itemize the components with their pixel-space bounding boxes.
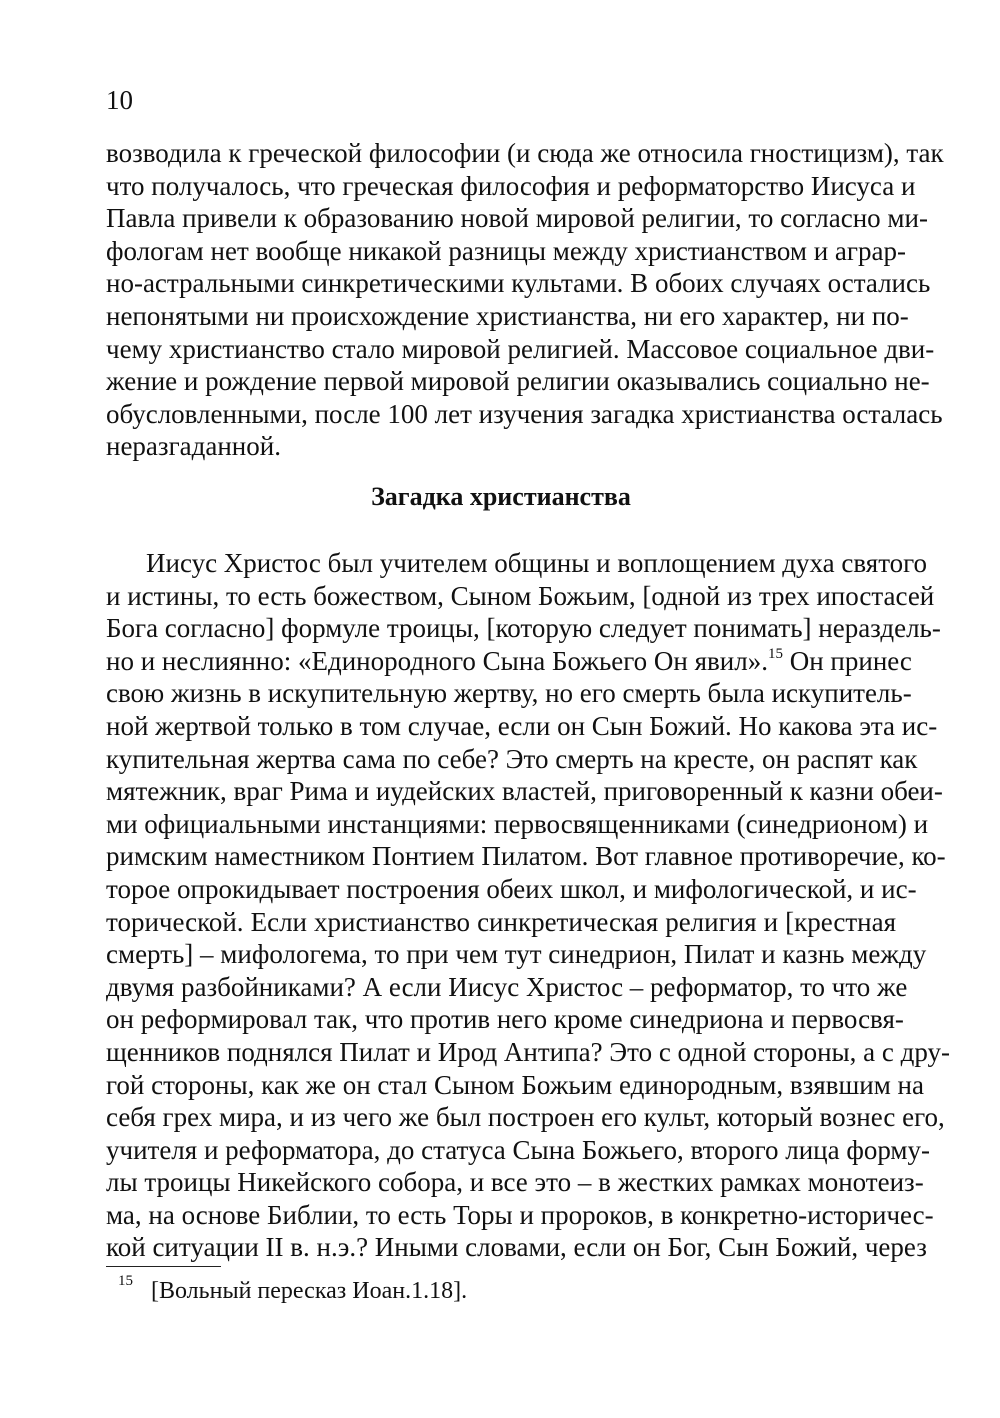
footnote-divider bbox=[106, 1266, 221, 1267]
text-line-with-footnote bbox=[106, 645, 912, 678]
text-line: обусловленными, после 100 лет изучения загадка христианства осталась bbox=[106, 398, 943, 429]
text-line: неразгаданной. bbox=[106, 431, 281, 462]
text-line: себя грех мира, и из чего же был построен его культ, который вознес его, bbox=[106, 1102, 945, 1133]
text-line: Иисус Христос был учителем общины и воплощением духа святого bbox=[146, 548, 928, 578]
footnote: 15 [Вольный пересказ Иоан.1.18]. bbox=[118, 1273, 468, 1304]
section-heading: Загадка христианства bbox=[371, 482, 631, 511]
text-line: что получалось, что греческая философия и реформаторство Иисуса и bbox=[106, 170, 916, 201]
text-line: смерть] – мифологема, то при чем тут синедрион, Пилат и казнь между bbox=[106, 939, 927, 970]
text-line: лы троицы Никейского собора, и все это – в жестких рамках монотеиз- bbox=[106, 1167, 924, 1198]
text-line: ной жертвой только в том случае, если он Сын Божий. Но какова эта ис- bbox=[106, 710, 938, 741]
text-segment: Он принес bbox=[782, 645, 912, 676]
paragraph-continued bbox=[106, 137, 944, 463]
text-line: гой стороны, как же он стал Сыном Божьим единородным, взявшим на bbox=[106, 1069, 924, 1100]
text-line: купительная жертва сама по себе? Это смерть на кресте, он распят как bbox=[106, 743, 918, 774]
footnote-text: [Вольный пересказ Иоан.1.18]. bbox=[151, 1278, 468, 1304]
text-line: мятежник, враг Рима и иудейских властей, приговоренный к казни обеи- bbox=[106, 776, 943, 807]
text-line: свою жизнь в искупительную жертву, но его смерть была искупитель- bbox=[106, 678, 912, 709]
footnote-reference[interactable]: 15 bbox=[767, 645, 783, 662]
text-line: возводила к греческой философии (и сюда же относила гностицизм), так bbox=[106, 138, 944, 168]
text-segment: но и неслиянно: «Единородного Сына Божьего Он явил». bbox=[106, 645, 768, 676]
text-line: но-астральными синкретическими культами. В обоих случаях остались bbox=[106, 268, 931, 299]
text-line: и истины, то есть божеством, Сыном Божьим, [одной из трех ипостасей bbox=[106, 580, 935, 611]
text-line: торической. Если христианство синкретическая религия и [крестная bbox=[106, 906, 896, 937]
text-line: торое опрокидывает построения обеих школ, и мифологической, и ис- bbox=[106, 873, 917, 904]
text-line: римским наместником Понтием Пилатом. Вот главное противоречие, ко- bbox=[106, 841, 946, 872]
text-line: ми официальными инстанциями: первосвященниками (синедрионом) и bbox=[106, 808, 929, 839]
text-line: фологам нет вообще никакой разницы между христианством и аграр- bbox=[106, 235, 906, 266]
text-line: жение и рождение первой мировой религии оказывались социально не- bbox=[106, 366, 930, 397]
text-line: учителя и реформатора, до статуса Сына Божьего, второго лица форму- bbox=[106, 1134, 931, 1165]
text-line: щенников поднялся Пилат и Ирод Антипа? Это с одной стороны, а с дру- bbox=[106, 1036, 951, 1067]
text-line: Павла привели к образованию новой мировой религии, то согласно ми- bbox=[106, 203, 928, 234]
text-line: двумя разбойниками? А если Иисус Христос – реформатор, то что же bbox=[106, 971, 908, 1002]
page-number: 10 bbox=[106, 85, 133, 115]
text-line: Бога согласно] формуле троицы, [которую следует понимать] нераздель- bbox=[106, 613, 941, 644]
text-line: чему христианство стало мировой религией. Массовое социальное дви- bbox=[106, 333, 935, 364]
text-line: кой ситуации II в. н.э.? Иными словами, если он Бог, Сын Божий, через bbox=[106, 1232, 927, 1263]
paragraph-main bbox=[106, 547, 951, 1264]
text-line: ма, на основе Библии, то есть Торы и пророков, в конкретно-историчес- bbox=[106, 1199, 934, 1230]
text-line: он реформировал так, что против него кроме синедриона и первосвя- bbox=[106, 1004, 904, 1035]
text-line: непонятыми ни происхождение христианства, ни его характер, ни по- bbox=[106, 300, 909, 331]
